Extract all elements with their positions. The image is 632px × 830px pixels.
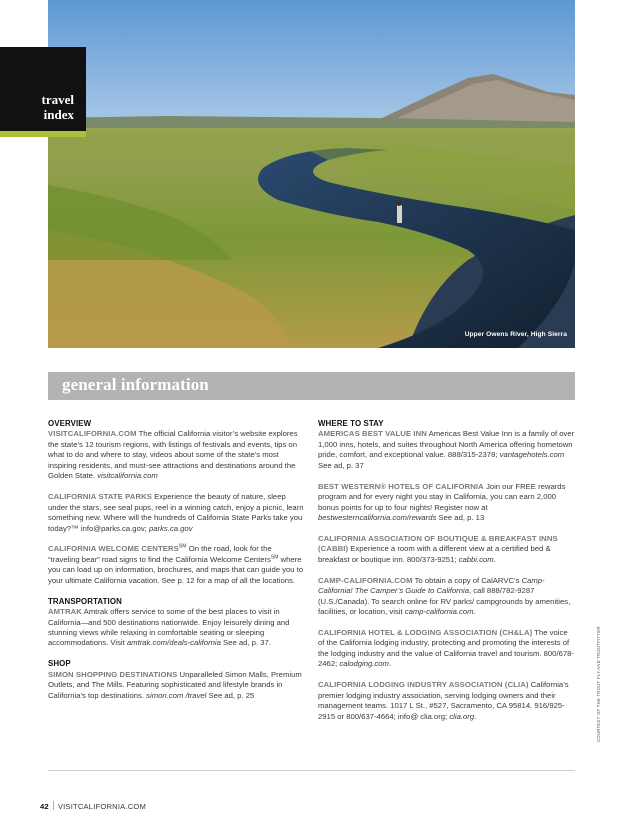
listing-text: Join our FREE rewards program and for every night you stay in California, you can earn 2,000 bonus points for up to four nights! Register now at <box>318 481 566 512</box>
listing-name: CALIFORNIA STATE PARKS <box>48 492 152 502</box>
listing-text: See ad, p. 13 <box>436 513 485 523</box>
listing-link[interactable]: parks.ca.gov <box>148 523 193 533</box>
tab-accent-bar <box>0 131 86 137</box>
service-mark: SM <box>178 543 187 550</box>
photo-credit: COURTESY OF THE TROUT FLY AND TROUTFITTER <box>596 626 601 742</box>
listing-link[interactable]: camp-california.com <box>404 607 474 617</box>
footer-site[interactable]: VISITCALIFORNIA.COM <box>57 802 147 811</box>
listing-text: , call 888/782-9287 (U.S./Canada). To search online for RV parks/ campgrounds by amenities, facilities, or location, visit <box>318 586 571 617</box>
listing-entry <box>318 482 575 524</box>
listing-link[interactable]: clia.org <box>449 711 475 721</box>
listing-text: On the road, look for the “traveling bear” road signs to find the California Welcome Centers <box>48 544 272 564</box>
listing-text: See ad, p. 37 <box>318 460 364 470</box>
right-column <box>318 419 575 733</box>
tab-line-2: index <box>43 107 74 122</box>
listing-name: AMERICAS BEST VALUE INN <box>318 429 427 439</box>
listing-text: . <box>474 711 477 721</box>
listing-link[interactable]: calodging.com <box>339 659 389 669</box>
listing-text: Experience a room with a different view at a certified bed & breakfast or boutique inn. 800/373-9251; <box>318 544 551 564</box>
section-banner <box>48 372 575 400</box>
footer-separator <box>53 801 54 810</box>
listing-name: CALIFORNIA WELCOME CENTERS <box>48 544 179 554</box>
section-title: general information <box>62 375 209 394</box>
listing-entry <box>318 680 575 722</box>
listing-entry <box>318 534 575 565</box>
page-number: 42 <box>40 802 49 811</box>
listing-entry <box>318 576 575 618</box>
listing-link[interactable]: visitcalifornia.com <box>97 471 158 481</box>
listing-name: CALIFORNIA HOTEL & LODGING ASSOCIATION (CH&LA) <box>318 628 533 637</box>
section-heading-overview: OVERVIEW <box>48 419 92 428</box>
service-mark: SM <box>270 554 279 561</box>
section-heading-shop: SHOP <box>48 659 71 669</box>
listing-link[interactable]: amtrak.com/deals-california <box>126 638 221 648</box>
listing-text: California’s premier lodging industry association, serving lodging owners and their management teams. 1017 L St., #527, Sacramento, CA 95814. 916/925-2915 or 800/637-4664; info@ clia.org; <box>318 680 569 721</box>
listing-text: To obtain a copy of CalARVC’s <box>412 575 522 585</box>
listing-name: CAMP-CALIFORNIA.COM <box>318 575 413 585</box>
listing-link[interactable]: bestwesterncalifornia.com/rewards <box>318 513 437 523</box>
listing-link[interactable]: vantagehotels.com <box>499 450 565 460</box>
tab-line-1: travel <box>41 92 74 107</box>
section-heading-where-to-stay: WHERE TO STAY <box>318 419 384 428</box>
listing-text: . <box>493 554 496 564</box>
listing-name: VISITCALIFORNIA.COM <box>48 429 137 439</box>
listing-entry <box>318 429 575 471</box>
listing-text: Experience the beauty of nature, sleep under the stars, see seal pups, reel in a winning catch, enjoy a picnic, learn something new. Where will the hundreds of California State Parks take you today?™ info@parks.ca.gov; <box>48 492 304 533</box>
listing-entry <box>318 628 575 670</box>
listing-name: BEST WESTERN® HOTELS OF CALIFORNIA <box>318 481 484 491</box>
listing-entry <box>48 607 304 649</box>
listing-text: The voice of the California lodging industry, protecting and promoting the interests of the lodging industry and the value of California travel and tourism. 800/678-2462; <box>318 628 574 669</box>
listing-text: See ad, p. 25 <box>206 690 255 700</box>
listing-text: Americas Best Value Inn is a family of over 1,000 inns, hotels, and suites throughout North America offering hometown pride, comfort, and exceptional value. 888/315-2378; <box>318 429 575 460</box>
listing-name: SIMON SHOPPING DESTINATIONS <box>48 669 178 679</box>
listing-text: . <box>388 659 392 669</box>
listing-entry <box>48 670 304 701</box>
listing-text: Unparalleled Simon Malls, Premium Outlets, and The Mills. Featuring sophisticated and lifestyle brands in California’s top destinations. <box>48 669 302 700</box>
section-heading-transportation: TRANSPORTATION <box>48 596 122 606</box>
listing-text: where you can load up on information, brochures, and maps that can guide you to your ultimate California vacation. See p. 12 for a map of all the locations. <box>48 554 304 585</box>
listing-entry <box>48 492 304 534</box>
listing-text: See ad, p. 37. <box>220 638 271 648</box>
publication-title: Camp-California! The Camper’s Guide to California <box>318 575 545 596</box>
listing-entry <box>48 544 304 586</box>
listing-name: CALIFORNIA ASSOCIATION OF BOUTIQUE & BREAKFAST INNS (CABBI) <box>318 533 558 554</box>
travel-index-tab <box>0 47 86 131</box>
listing-text: Amtrak offers service to some of the best places to visit in California—and 500 destinations nationwide. Enjoy leisurely dining and stunning views while relaxing in comfortable seating or sleeping accommodations. Visit <box>48 607 290 648</box>
listing-text: The official California visitor’s website explores the state’s 12 tourism regions, with listings of festivals and events, tips on what to do and where to stay, videos about some of the state’s most inspiring residents, and must-see attractions and destinations around the Golden State. <box>48 429 298 481</box>
listing-entry <box>48 429 304 481</box>
footer-divider <box>48 770 575 771</box>
left-column <box>48 419 304 712</box>
listing-name: CALIFORNIA LODGING INDUSTRY ASSOCIATION (CLIA) <box>318 680 529 690</box>
hero-photo <box>48 0 575 348</box>
photo-caption: Upper Owens River, High Sierra <box>464 331 567 338</box>
listing-link[interactable]: simon.com /travel <box>146 690 207 700</box>
listing-link[interactable]: cabbi.com <box>458 554 494 564</box>
listing-text: . <box>473 607 476 617</box>
listing-name: AMTRAK <box>48 607 82 617</box>
page-footer <box>40 801 146 811</box>
